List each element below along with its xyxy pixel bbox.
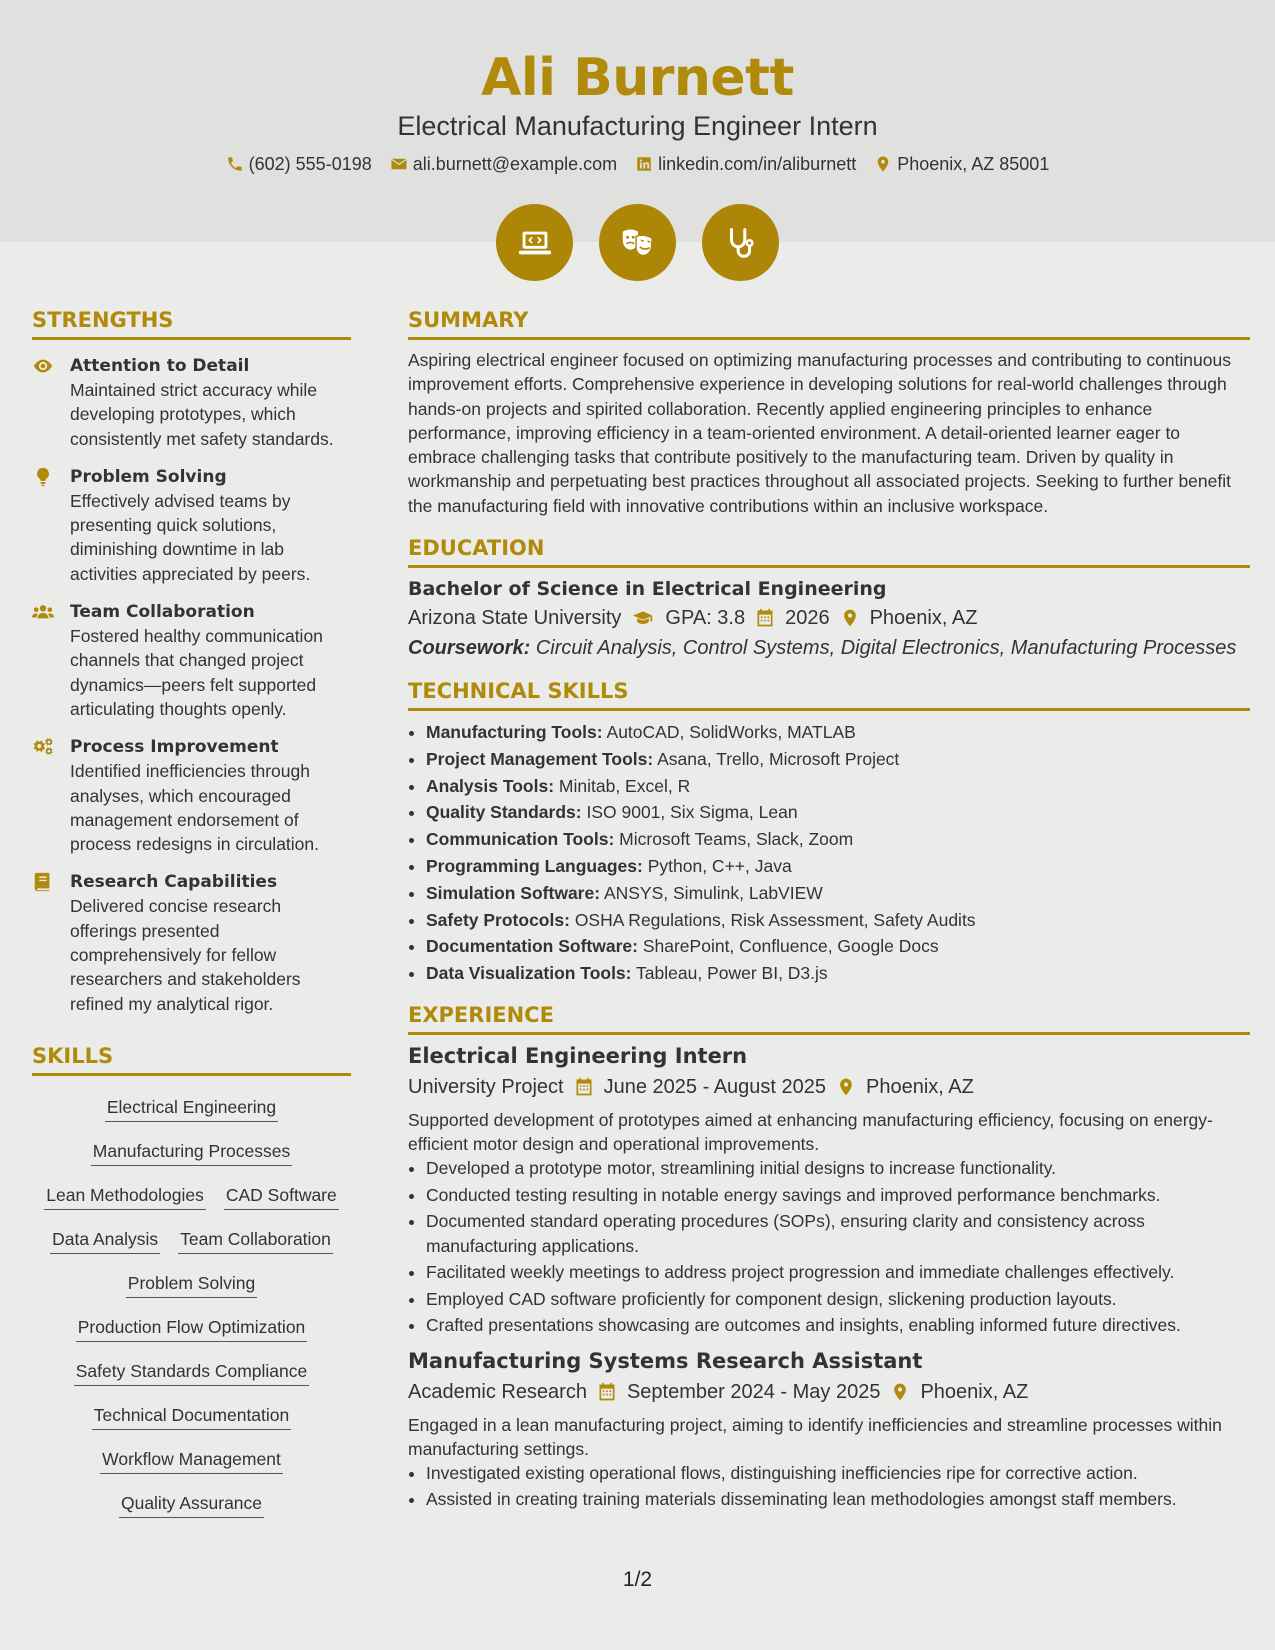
- technical-skill-item: [426, 826, 1250, 853]
- technical-skill-label: Quality Standards:: [426, 802, 582, 823]
- strengths-heading: STRENGTHS: [32, 306, 351, 340]
- technical-skill-label: Simulation Software:: [426, 882, 601, 903]
- job-title: Manufacturing Systems Research Assistant: [408, 1348, 923, 1373]
- strength-title: Problem Solving: [70, 466, 227, 487]
- skill-tag: Data Analysis: [50, 1226, 160, 1254]
- job-bullet: • Crafted presentations showcasing are outcomes and insights, enabling informed future directives.: [426, 1313, 1250, 1338]
- job-title: Electrical Engineering Intern: [408, 1044, 748, 1069]
- technical-skill-label: Manufacturing Tools:: [426, 722, 603, 743]
- strength-title: Process Improvement: [70, 737, 279, 758]
- technical-skill-value: Asana, Trello, Microsoft Project: [657, 748, 900, 769]
- technical-skills-heading: TECHNICAL SKILLS: [408, 677, 1250, 711]
- job-org: University Project: [408, 1076, 564, 1099]
- technical-skill-label: Data Visualization Tools:: [426, 963, 632, 984]
- job-title: Electrical Manufacturing Engineer Intern: [397, 111, 878, 141]
- email-contact[interactable]: [390, 151, 617, 177]
- cogs-icon: [32, 737, 54, 757]
- strength-desc: Maintained strict accuracy while developing prototypes, which consistently met safety standards.: [70, 380, 334, 449]
- technical-skill-item: [426, 853, 1250, 880]
- skills-list: [32, 1076, 351, 1526]
- eye-icon: [32, 356, 54, 376]
- education-meta: [408, 603, 1250, 633]
- technical-skill-value: SharePoint, Confluence, Google Docs: [642, 936, 939, 957]
- education-heading: EDUCATION: [408, 534, 1250, 568]
- strength-desc: Delivered concise research offerings presented comprehensively for fellow researchers and stakeholders refined my analytical rigor.: [70, 896, 301, 1014]
- job-org: Academic Research: [408, 1380, 587, 1403]
- interest-badges: [0, 204, 1275, 281]
- technical-skill-value: Python, C++, Java: [647, 856, 792, 877]
- email-text: ali.burnett@example.com: [412, 154, 618, 174]
- technical-skill-item: [426, 746, 1250, 773]
- job-dates: September 2024 - May 2025: [626, 1380, 881, 1403]
- skill-tag: Technical Documentation: [92, 1402, 292, 1430]
- linkedin-icon: [635, 155, 653, 173]
- technical-skills-list: [408, 719, 1250, 987]
- phone-icon: [226, 155, 244, 173]
- envelope-icon: [390, 155, 408, 173]
- technical-skill-label: Communication Tools:: [426, 829, 615, 850]
- job-location: Phoenix, AZ: [920, 1380, 1029, 1403]
- technical-skill-item: [426, 719, 1250, 746]
- degree-title: Bachelor of Science in Electrical Engineering: [408, 578, 887, 601]
- calendar-icon: [755, 608, 775, 628]
- job-bullet: • Assisted in creating training materials disseminating lean methodologies amongst staff members.: [426, 1487, 1250, 1512]
- technical-skill-item: [426, 880, 1250, 907]
- skill-tag: CAD Software: [224, 1182, 339, 1210]
- technical-skill-value: Microsoft Teams, Slack, Zoom: [619, 829, 854, 850]
- job-bullet: • Conducted testing resulting in notable energy savings and improved performance benchmarks.: [426, 1183, 1250, 1208]
- skill-tag: Problem Solving: [126, 1270, 257, 1298]
- experience-list: [408, 1041, 1250, 1512]
- job-bullets: [408, 1156, 1250, 1338]
- strength-item: [32, 735, 351, 856]
- summary-heading: SUMMARY: [408, 306, 1250, 340]
- skills-row: [32, 1262, 351, 1306]
- strength-item: [32, 354, 351, 451]
- skills-row: [32, 1482, 351, 1526]
- map-marker-icon: [836, 1077, 856, 1097]
- technical-skill-value: Minitab, Excel, R: [558, 775, 691, 796]
- right-column: [408, 306, 1250, 1514]
- job-entry: [408, 1041, 1250, 1338]
- calendar-icon: [597, 1382, 617, 1402]
- technical-skill-item: [426, 960, 1250, 987]
- strength-desc: Identified inefficiencies through analyses, which encouraged management endorsement of process redesigns in circulation.: [70, 761, 320, 855]
- job-bullet: • Documented standard operating procedures (SOPs), ensuring clarity and consistency across manufacturing applications.: [426, 1209, 1250, 1258]
- map-marker-icon: [874, 155, 892, 173]
- users-icon: [32, 602, 54, 622]
- job-bullet: • Facilitated weekly meetings to address project progression and immediate challenges effectively.: [426, 1260, 1250, 1285]
- page-number: 1/2: [622, 1568, 653, 1591]
- skill-tag: Electrical Engineering: [105, 1094, 278, 1122]
- technical-skill-label: Programming Languages:: [426, 856, 643, 877]
- location-contact: [874, 151, 1049, 177]
- skills-heading: SKILLS: [32, 1042, 351, 1076]
- job-dates: June 2025 - August 2025: [603, 1076, 827, 1099]
- job-location: Phoenix, AZ: [866, 1076, 974, 1099]
- technical-skill-item: [426, 773, 1250, 800]
- job-bullet: • Employed CAD software proficiently for component design, slickening production layouts.: [426, 1287, 1250, 1312]
- location-text: Phoenix, AZ 85001: [897, 154, 1050, 174]
- technical-skill-label: Safety Protocols:: [426, 909, 570, 930]
- skills-row: [32, 1174, 351, 1218]
- skill-tag: Team Collaboration: [178, 1226, 333, 1254]
- skills-row: [32, 1394, 351, 1438]
- technical-skill-label: Project Management Tools:: [426, 748, 654, 769]
- experience-heading: EXPERIENCE: [408, 1001, 1250, 1035]
- skills-row: [32, 1306, 351, 1350]
- gpa-text: GPA: 3.8: [665, 607, 746, 630]
- theater-masks-badge: [599, 204, 676, 281]
- linkedin-contact[interactable]: [635, 151, 856, 177]
- technical-skill-label: Analysis Tools:: [426, 775, 555, 796]
- calendar-icon: [574, 1077, 594, 1097]
- skill-tag: Production Flow Optimization: [76, 1314, 308, 1342]
- strength-item: [32, 465, 351, 586]
- technical-skill-value: AutoCAD, SolidWorks, MATLAB: [606, 722, 856, 743]
- theater-masks-icon: [619, 224, 657, 262]
- lightbulb-icon: [32, 467, 54, 487]
- candidate-name: Ali Burnett: [481, 48, 794, 108]
- skill-tag: Safety Standards Compliance: [74, 1358, 310, 1386]
- contact-row: [0, 151, 1275, 177]
- strength-title: Team Collaboration: [70, 602, 255, 623]
- skills-row: [32, 1438, 351, 1482]
- job-description: Engaged in a lean manufacturing project, aiming to identify inefficiencies and streamline processes within manufacturing settings.: [408, 1414, 1222, 1459]
- coursework-list: Circuit Analysis, Control Systems, Digital Electronics, Manufacturing Processes: [535, 637, 1237, 660]
- laptop-code-badge: [496, 204, 573, 281]
- strength-title: Attention to Detail: [70, 356, 250, 376]
- left-column: [32, 306, 351, 1526]
- phone-contact[interactable]: [226, 151, 372, 177]
- skill-tag: Workflow Management: [100, 1446, 283, 1474]
- summary-text: Aspiring electrical engineer focused on optimizing manufacturing processes and contributing to continuous improvement efforts. Comprehensive experience in developing solutions for real-world challenges through hands-on projects and spirited collaboration. Recently applied engineering principles to enhance performance, improving efficiency in a team-oriented environment. A detail-oriented learner eager to embrace challenging tasks that contribute positively to the manufacturing team. Driven by quality in workmanship and perpetuating best practices throughout all associated projects. Seeking to further benefit the manufacturing field with innovative contributions within an inclusive workspace.: [408, 350, 1231, 516]
- skills-row: [32, 1086, 351, 1130]
- school-location: Phoenix, AZ: [869, 607, 978, 630]
- map-marker-icon: [840, 608, 860, 628]
- stethoscope-icon: [722, 224, 760, 262]
- technical-skill-item: [426, 933, 1250, 960]
- skill-tag: Lean Methodologies: [44, 1182, 206, 1210]
- technical-skill-item: [426, 907, 1250, 934]
- technical-skill-label: Documentation Software:: [426, 936, 638, 957]
- strength-item: [32, 870, 351, 1015]
- linkedin-text: linkedin.com/in/aliburnett: [658, 154, 857, 174]
- skills-row: [32, 1350, 351, 1394]
- job-bullet: • Developed a prototype motor, streamlining initial designs to increase functionality.: [426, 1156, 1250, 1181]
- graduation-cap-icon: [631, 608, 655, 628]
- coursework: [408, 633, 1250, 663]
- job-bullets: [408, 1461, 1250, 1512]
- map-marker-icon: [890, 1382, 910, 1402]
- strength-desc: Fostered healthy communication channels that changed project dynamics—peers felt supported articulating thoughts openly.: [70, 626, 323, 719]
- job-meta: [408, 1377, 1250, 1407]
- strength-item: [32, 600, 351, 721]
- skills-row: [32, 1218, 351, 1262]
- job-entry: [408, 1346, 1250, 1512]
- strength-title: Research Capabilities: [70, 872, 278, 893]
- technical-skill-value: ISO 9001, Six Sigma, Lean: [586, 802, 798, 823]
- job-description: Supported development of prototypes aimed at enhancing manufacturing efficiency, focusing on energy-efficient motor design and operational improvements.: [408, 1110, 1213, 1155]
- coursework-label: Coursework:: [408, 637, 531, 660]
- stethoscope-badge: [702, 204, 779, 281]
- book-icon: [32, 872, 54, 892]
- phone-text: (602) 555-0198: [248, 154, 372, 174]
- job-bullet: • Investigated existing operational flows, distinguishing inefficiencies ripe for corrective action.: [426, 1461, 1250, 1486]
- skill-tag: Manufacturing Processes: [91, 1138, 292, 1166]
- technical-skill-value: ANSYS, Simulink, LabVIEW: [603, 882, 823, 903]
- skill-tag: Quality Assurance: [119, 1490, 264, 1518]
- technical-skill-value: OSHA Regulations, Risk Assessment, Safety Audits: [574, 909, 976, 930]
- skills-row: [32, 1130, 351, 1174]
- technical-skill-item: [426, 799, 1250, 826]
- laptop-code-icon: [516, 224, 554, 262]
- technical-skill-value: Tableau, Power BI, D3.js: [636, 963, 828, 984]
- strength-desc: Effectively advised teams by presenting quick solutions, diminishing downtime in lab activities appreciated by peers.: [70, 490, 311, 584]
- grad-year: 2026: [785, 607, 830, 630]
- job-meta: [408, 1072, 1250, 1102]
- school-name: Arizona State University: [408, 607, 622, 630]
